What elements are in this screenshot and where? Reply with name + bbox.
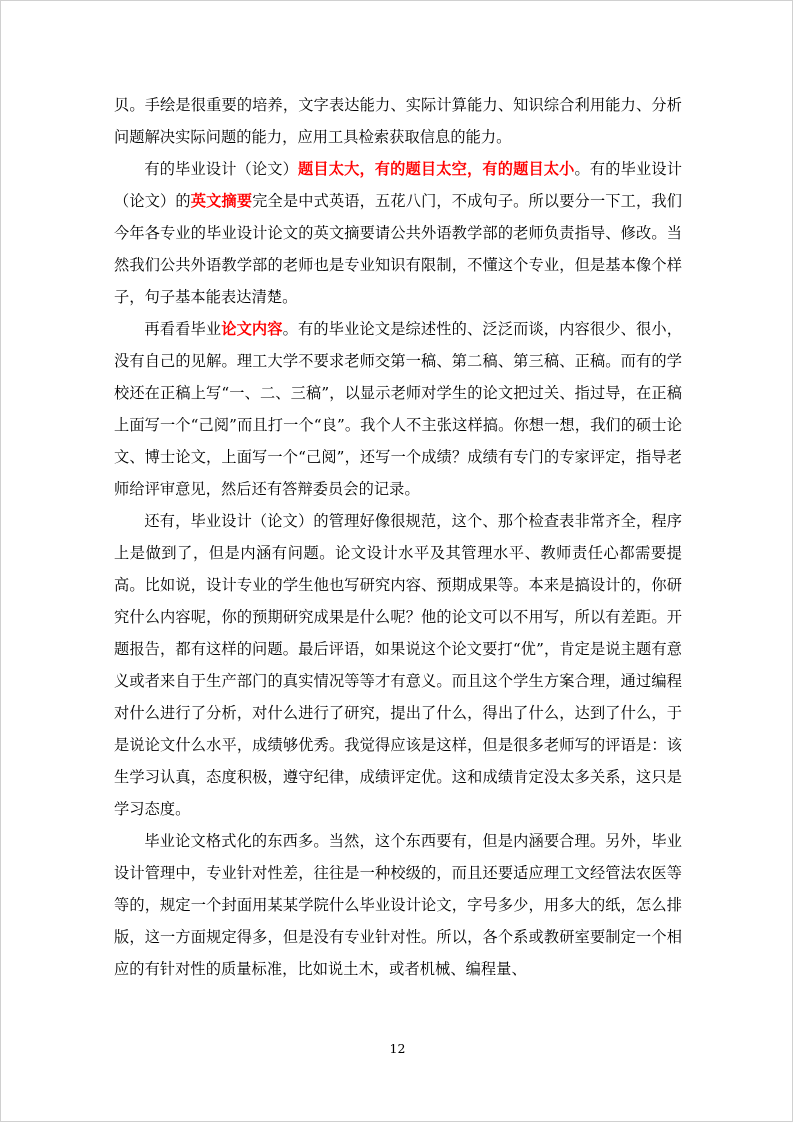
- text-run: 贝。手绘是很重要的培养，文字表达能力、实际计算能力、知识综合利用能力、分析问题解决实际问题的能力，应用工具检索获取信息的能力。: [114, 96, 682, 146]
- paragraph: [114, 825, 682, 985]
- highlighted-text-run: 英文摘要: [190, 192, 253, 210]
- text-run: 毕业论文格式化的东西多。当然，这个东西要有，但是内涵要合理。另外，毕业设计管理中，专业针对性差，往往是一种校级的，而且还要适应理工文经管法农医等等的，规定一个封面用某某学院什么毕业设计论文，字号多少，用多大的纸，怎么排版，这一方面规定得多，但是没有专业针对性。所以，各个系或教研室要制定一个相应的有针对性的质量标准，比如说土木，或者机械、编程量、: [114, 832, 682, 978]
- paragraph: [114, 313, 682, 505]
- page-number: 12: [389, 1041, 406, 1056]
- paragraph: [114, 505, 682, 825]
- highlighted-text-run: 论文内容: [221, 320, 283, 338]
- highlighted-text-run: 题目太大，有的题目太空，有的题目太小: [298, 160, 575, 178]
- text-run: 完全是中式英语，五花八门，不成句子。所以要分一下工，我们今年各专业的毕业设计论文的英文摘要请公共外语教学部的老师负责指导、修改。当然我们公共外语教学部的老师也是专业知识有限制，不懂这个专业，但是基本像个样子，句子基本能表达清楚。: [114, 192, 682, 306]
- document-body: [114, 89, 682, 985]
- paragraph: [114, 89, 682, 153]
- text-run: 有的毕业设计（论文）: [144, 160, 299, 178]
- text-run: 再看看毕业: [144, 320, 222, 338]
- text-run: 还有，毕业设计（论文）的管理好像很规范，这个、那个检查表非常齐全，程序上是做到了，但是内涵有问题。论文设计水平及其管理水平、教师责任心都需要提高。比如说，设计专业的学生他也写研究内容、预期成果等。本来是搞设计的，你研究什么内容呢，你的预期研究成果是什么呢？他的论文可以不用写，所以有差距。开题报告，都有这样的问题。最后评语，如果说这个论文要打“优”，肯定是说主题有意义或者来自于生产部门的真实情况等等才有意义。而且这个学生方案合理，通过编程对什么进行了分析，对什么进行了研究，提出了什么，得出了什么，达到了什么，于是说论文什么水平，成绩够优秀。我觉得应该是这样，但是很多老师写的评语是：该生学习认真，态度积极，遵守纪律，成绩评定优。这和成绩肯定没太多关系，这只是学习态度。: [114, 512, 682, 818]
- text-run: 。有的毕业设计（论文）的: [114, 160, 682, 210]
- text-run: 。有的毕业论文是综述性的、泛泛而谈，内容很少、很小，没有自己的见解。理工大学不要求老师交第一稿、第二稿、第三稿、正稿。而有的学校还在正稿上写“一、二、三稿”，以显示老师对学生的论文把过关、指过导，在正稿上面写一个“己阅”而且打一个“良”。我个人不主张这样搞。你想一想，我们的硕士论文、博士论文，上面写一个“己阅”，还写一个成绩？成绩有专门的专家评定，指导老师给评审意见，然后还有答辩委员会的记录。: [114, 320, 682, 498]
- paragraph: [114, 153, 682, 313]
